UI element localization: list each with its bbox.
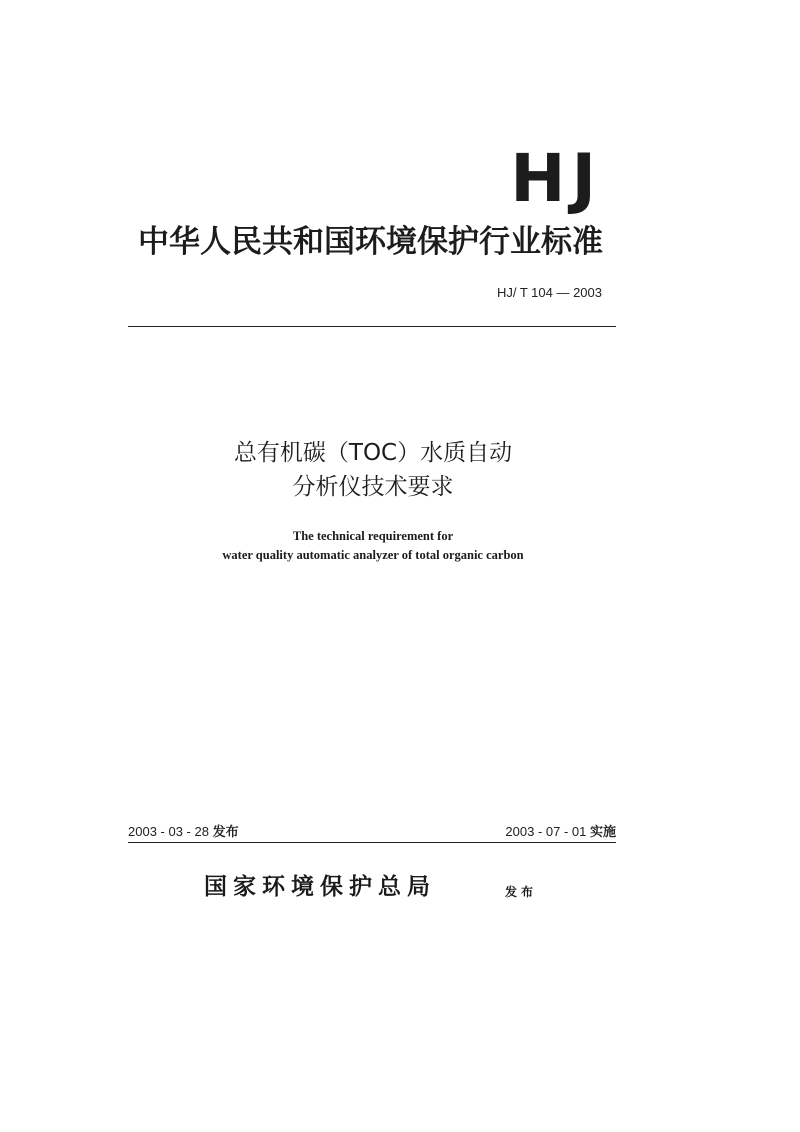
effective-label: 实施 xyxy=(589,825,616,840)
chinese-title-line-1: 总有机碳（TOC）水质自动 xyxy=(233,440,513,466)
issuing-authority-suffix: 发布 xyxy=(505,885,538,899)
bottom-divider xyxy=(128,842,616,843)
effective-date: 2003 - 07 - 01 xyxy=(505,824,587,839)
issuing-authority: 国家环境保护总局 xyxy=(204,873,436,900)
standard-number: HJ/ T 104 — 2003 xyxy=(496,285,602,300)
top-divider xyxy=(128,326,616,327)
chinese-title xyxy=(0,436,746,504)
standard-mark: HJ xyxy=(510,140,602,217)
issue-date: 2003 - 03 - 28 xyxy=(128,824,209,839)
english-title-line-2: water quality automatic analyzer of total organic carbon xyxy=(222,548,524,562)
english-title-line-1: The technical requirement for xyxy=(292,529,454,543)
english-title xyxy=(0,527,746,565)
effective-date-group xyxy=(505,823,616,842)
chinese-title-line-2: 分析仪技术要求 xyxy=(292,474,454,500)
issue-label: 发布 xyxy=(212,825,239,840)
standard-category: 中华人民共和国环境保护行业标准 xyxy=(138,224,603,260)
issue-date-group xyxy=(128,823,239,842)
